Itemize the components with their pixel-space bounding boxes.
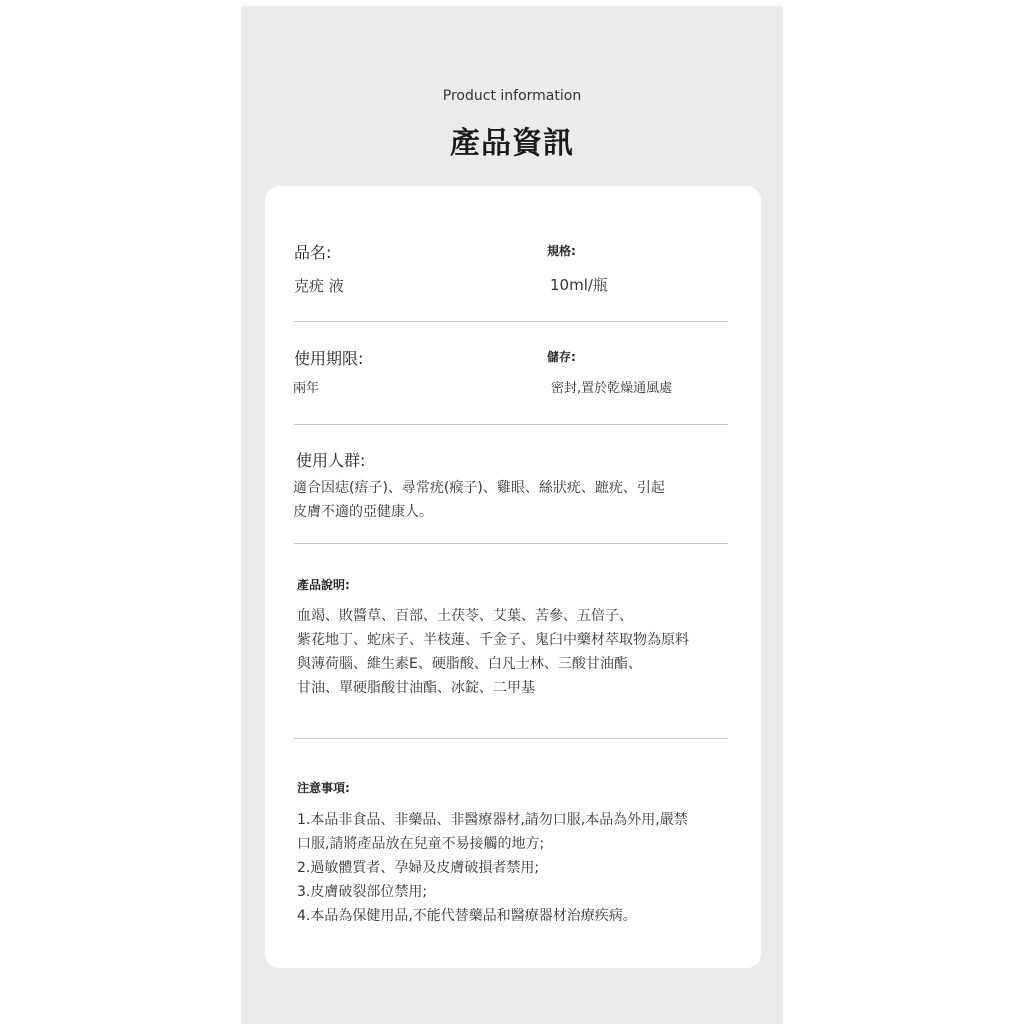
- page-title: 產品資訊: [450, 126, 574, 161]
- name-label: 品名:: [294, 243, 332, 262]
- shelf-life-label: 使用期限:: [294, 349, 364, 368]
- divider: [294, 424, 728, 425]
- notes-label: 注意事項:: [297, 781, 350, 795]
- description-line: 甘油、單硬脂酸甘油酯、冰錠、二甲基: [297, 680, 535, 696]
- audience-label: 使用人群:: [296, 451, 366, 470]
- info-card: [265, 186, 761, 968]
- storage-value: 密封,置於乾燥通風處: [551, 381, 673, 396]
- description-line: 紫花地丁、蛇床子、半枝蓮、千金子、鬼臼中藥材萃取物為原料: [297, 632, 689, 648]
- description-line: 與薄荷腦、維生素E、硬脂酸、白凡士林、三酸甘油酯、: [297, 656, 642, 672]
- notes-text: [297, 808, 688, 928]
- audience-text: [293, 476, 665, 524]
- notes-line: 1.本品非食品、非藥品、非醫療器材,請勿口服,本品為外用,嚴禁: [297, 812, 688, 828]
- audience-line: 適合因痣(痦子)、尋常疣(瘊子)、雞眼、絲狀疣、蹠疣、引起: [293, 480, 665, 496]
- notes-line: 3.皮膚破裂部位禁用;: [297, 884, 428, 900]
- description-text: [297, 604, 689, 700]
- notes-line: 口服,請將產品放在兒童不易接觸的地方;: [297, 836, 545, 852]
- page-subtitle: Product information: [442, 88, 582, 104]
- divider: [294, 543, 728, 544]
- notes-line: 2.過敏體質者、孕婦及皮膚破損者禁用;: [297, 860, 540, 876]
- divider: [294, 738, 728, 739]
- divider: [294, 321, 728, 322]
- audience-line: 皮膚不適的亞健康人。: [293, 504, 433, 520]
- spec-value: 10ml/瓶: [550, 276, 608, 294]
- description-line: 血竭、敗醬草、百部、土茯苓、艾葉、苦參、五倍子、: [297, 608, 633, 624]
- notes-line: 4.本品為保健用品,不能代替藥品和醫療器材治療疾病。: [297, 908, 637, 924]
- product-info-page: [241, 6, 783, 1024]
- description-label: 產品說明:: [297, 578, 350, 592]
- name-value: 克疣 液: [294, 277, 344, 295]
- spec-label: 規格:: [547, 244, 576, 258]
- shelf-life-value: 兩年: [293, 381, 320, 396]
- storage-label: 儲存:: [547, 350, 576, 364]
